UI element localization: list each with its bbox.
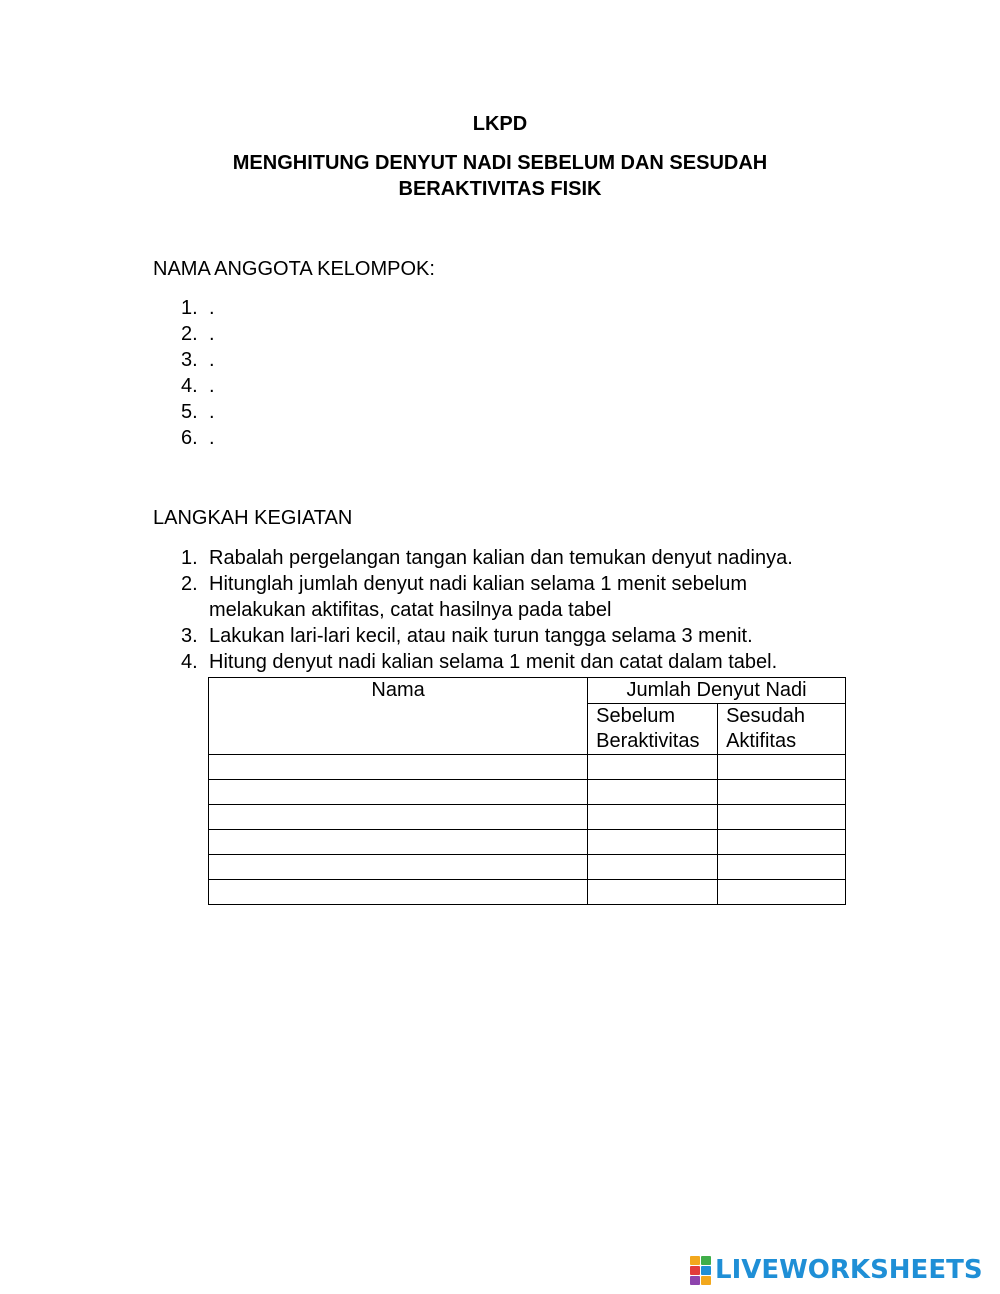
after-cell[interactable] bbox=[718, 755, 846, 780]
name-cell[interactable] bbox=[209, 780, 588, 805]
table-row bbox=[209, 755, 846, 780]
list-item: 4. Hitung denyut nadi kalian selama 1 menit dan catat dalam tabel. bbox=[181, 651, 778, 673]
list-item: 1. . bbox=[181, 297, 215, 319]
after-cell[interactable] bbox=[718, 780, 846, 805]
name-cell[interactable] bbox=[209, 880, 588, 905]
list-item: 4. . bbox=[181, 375, 215, 397]
after-cell[interactable] bbox=[718, 880, 846, 905]
liveworksheets-logo bbox=[690, 1256, 983, 1284]
header-after-activity: Sesudah Aktifitas bbox=[718, 704, 846, 755]
document-title: LKPD bbox=[472, 113, 528, 135]
before-cell[interactable] bbox=[588, 830, 718, 855]
list-item: 3. Lakukan lari-lari kecil, atau naik turun tangga selama 3 menit. bbox=[181, 625, 753, 647]
list-item: 1. Rabalah pergelangan tangan kalian dan temukan denyut nadinya. bbox=[181, 547, 793, 569]
steps-heading: LANGKAH KEGIATAN bbox=[153, 507, 353, 529]
before-cell[interactable] bbox=[588, 780, 718, 805]
table-row bbox=[209, 780, 846, 805]
list-item: 2. . bbox=[181, 323, 215, 345]
table-row bbox=[209, 830, 846, 855]
before-cell[interactable] bbox=[588, 880, 718, 905]
after-cell[interactable] bbox=[718, 805, 846, 830]
members-heading: NAMA ANGGOTA KELOMPOK: bbox=[153, 258, 435, 280]
pulse-table bbox=[208, 677, 846, 905]
liveworksheets-logo-icon bbox=[690, 1256, 711, 1285]
steps-list bbox=[181, 545, 841, 675]
table-row bbox=[209, 805, 846, 830]
liveworksheets-logo-text: LIVEWORKSHEETS bbox=[715, 1255, 983, 1285]
name-cell[interactable] bbox=[209, 855, 588, 880]
list-item: 5. . bbox=[181, 401, 215, 423]
list-item: 6. . bbox=[181, 427, 215, 449]
after-cell[interactable] bbox=[718, 855, 846, 880]
before-cell[interactable] bbox=[588, 805, 718, 830]
name-cell[interactable] bbox=[209, 805, 588, 830]
document-subtitle-line-1: MENGHITUNG DENYUT NADI SEBELUM DAN SESUDAH bbox=[232, 152, 768, 174]
before-cell[interactable] bbox=[588, 755, 718, 780]
before-cell[interactable] bbox=[588, 855, 718, 880]
members-list bbox=[181, 295, 821, 451]
document-subtitle-line-2: BERAKTIVITAS FISIK bbox=[398, 178, 602, 200]
header-name: Nama bbox=[209, 678, 588, 755]
header-pulse-count: Jumlah Denyut Nadi bbox=[588, 678, 846, 704]
name-cell[interactable] bbox=[209, 755, 588, 780]
after-cell[interactable] bbox=[718, 830, 846, 855]
header-before-activity: Sebelum Beraktivitas bbox=[588, 704, 718, 755]
list-item: 2. Hitunglah jumlah denyut nadi kalian selama 1 menit sebelum melakukan aktifitas, catat hasilnya pada tabel bbox=[181, 573, 748, 621]
name-cell[interactable] bbox=[209, 830, 588, 855]
table-header-row bbox=[209, 678, 846, 704]
table-row bbox=[209, 880, 846, 905]
list-item: 3. . bbox=[181, 349, 215, 371]
table-row bbox=[209, 855, 846, 880]
